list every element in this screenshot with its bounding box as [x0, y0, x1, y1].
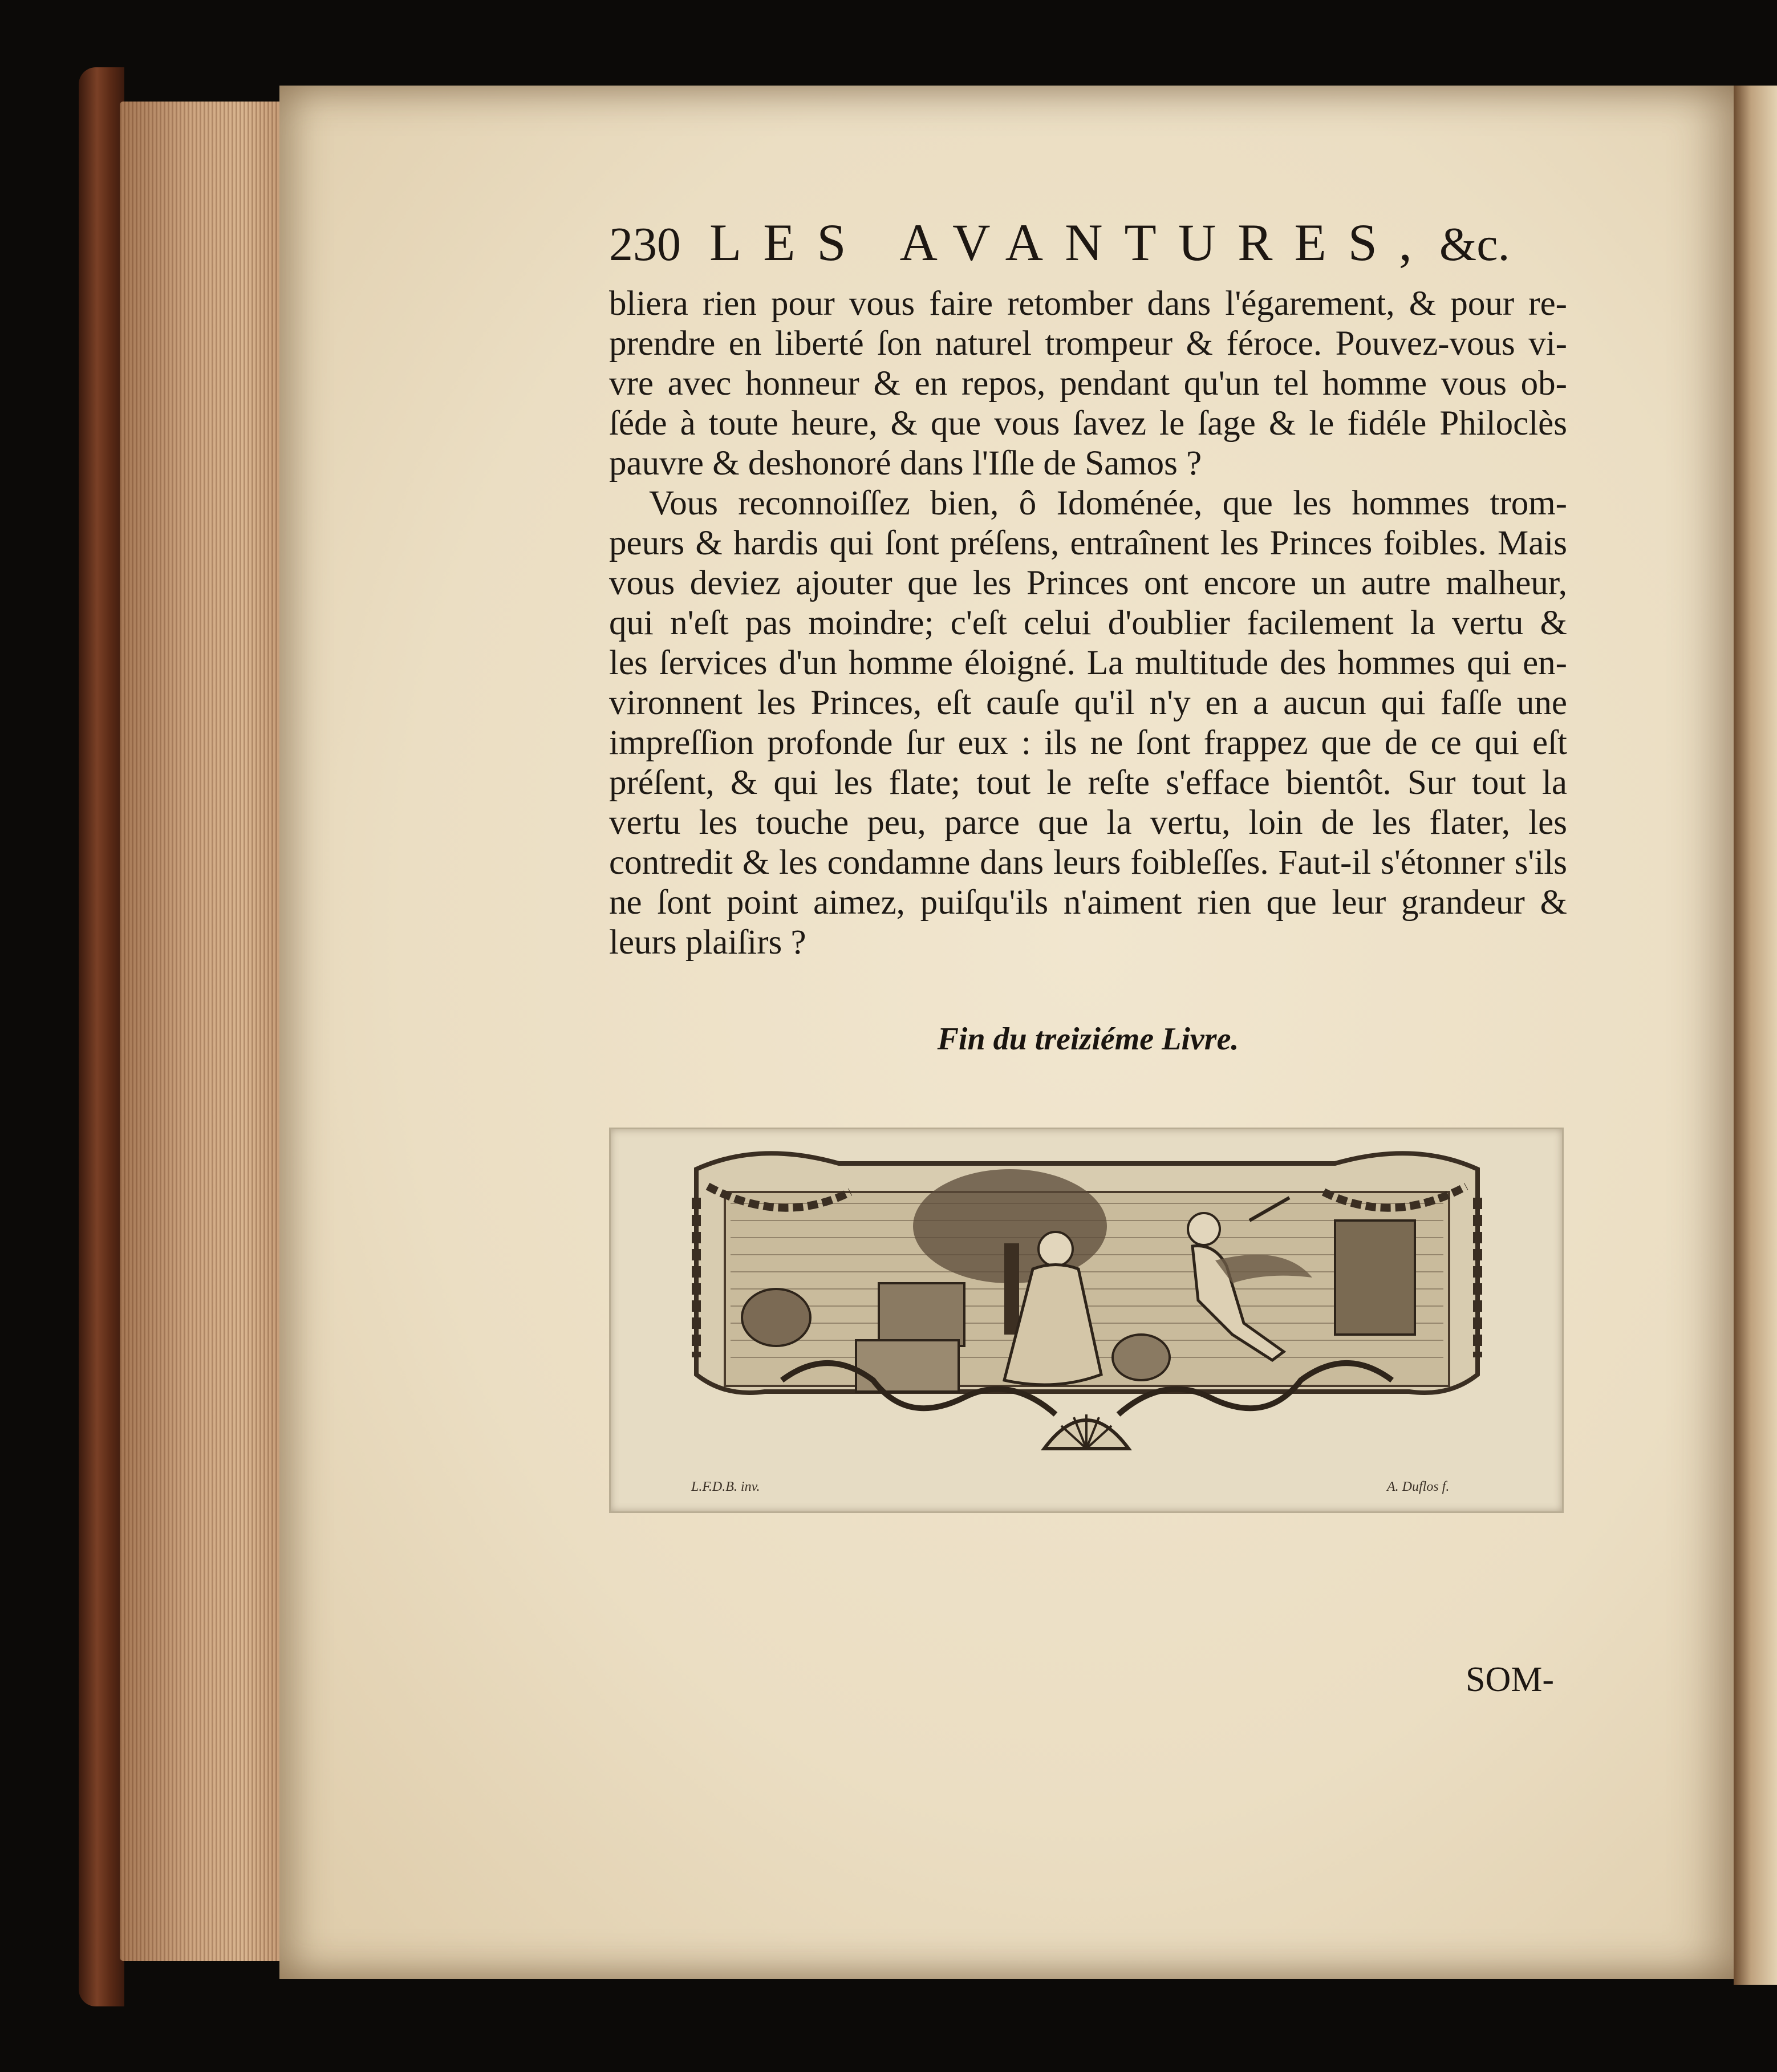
text-line: ne ſont point aimez, puiſqu'ils n'aiment rien que leur grandeur &	[609, 883, 1567, 922]
text-line: contredit & les condamne dans leurs foibleſſes. Faut-il s'étonner s'ils	[609, 844, 1567, 882]
text-line: impreſſion profonde ſur eux : ils ne ſont frappez que de ce qui eſt	[609, 724, 1567, 762]
text-line: prendre en liberté ſon naturel trompeur & féroce. Pouvez-vous vi-	[609, 325, 1567, 363]
text-line: vertu les touche peu, parce que la vertu, loin de les flater, les	[609, 804, 1567, 842]
facing-page-edge	[1734, 86, 1777, 1985]
text-line: préſent, & qui les flate; tout le reſte s'efface bientôt. Sur tout la	[609, 764, 1567, 802]
text-line: ſéde à toute heure, & que vous ſavez le ſage & le fidéle Philoclès	[609, 404, 1567, 443]
running-title-etc: &c.	[1439, 218, 1510, 271]
text-line: bliera rien pour vous faire retomber dans l'égarement, & pour re-	[609, 285, 1567, 323]
body-text	[609, 284, 1567, 963]
text-line: vous deviez ajouter que les Princes ont encore un autre malheur,	[609, 564, 1567, 602]
page-edges	[120, 102, 297, 1961]
text-line: Vous reconnoiſſez bien, ô Idoménée, que les hommes trom-	[649, 484, 1567, 522]
engraving-credit-engraver: A. Duflos f.	[1387, 1479, 1450, 1494]
text-line: les ſervices d'un homme éloigné. La multitude des hommes qui en-	[609, 644, 1567, 682]
text-line: vironnent les Princes, eſt cauſe qu'il n'y en a aucun qui faſſe une	[609, 684, 1567, 722]
running-title: LES AVANTURES,	[709, 213, 1434, 271]
text-line: leurs plaiſirs ?	[609, 923, 806, 962]
running-header	[609, 212, 1567, 281]
text-line: peurs & hardis qui ſont préſens, entraînent les Princes foibles. Mais	[609, 524, 1567, 562]
text-line: qui n'eſt pas moindre; c'eſt celui d'oublier facilement la vertu &	[609, 604, 1567, 642]
vignette-illustration	[611, 1129, 1562, 1511]
leather-binding	[79, 67, 124, 2006]
page-number: 230	[609, 218, 681, 271]
text-line: pauvre & deshonoré dans l'Iſle de Samos ?	[609, 444, 1202, 482]
text-line: vre avec honneur & en repos, pendant qu'un tel homme vous ob-	[609, 364, 1567, 403]
end-of-book-line: Fin du treiziéme Livre.	[937, 1021, 1239, 1057]
engraving-credit-inventor: L.F.D.B. inv.	[691, 1479, 760, 1494]
engraved-vignette	[609, 1128, 1564, 1513]
catchword: SOM-	[1466, 1660, 1555, 1699]
